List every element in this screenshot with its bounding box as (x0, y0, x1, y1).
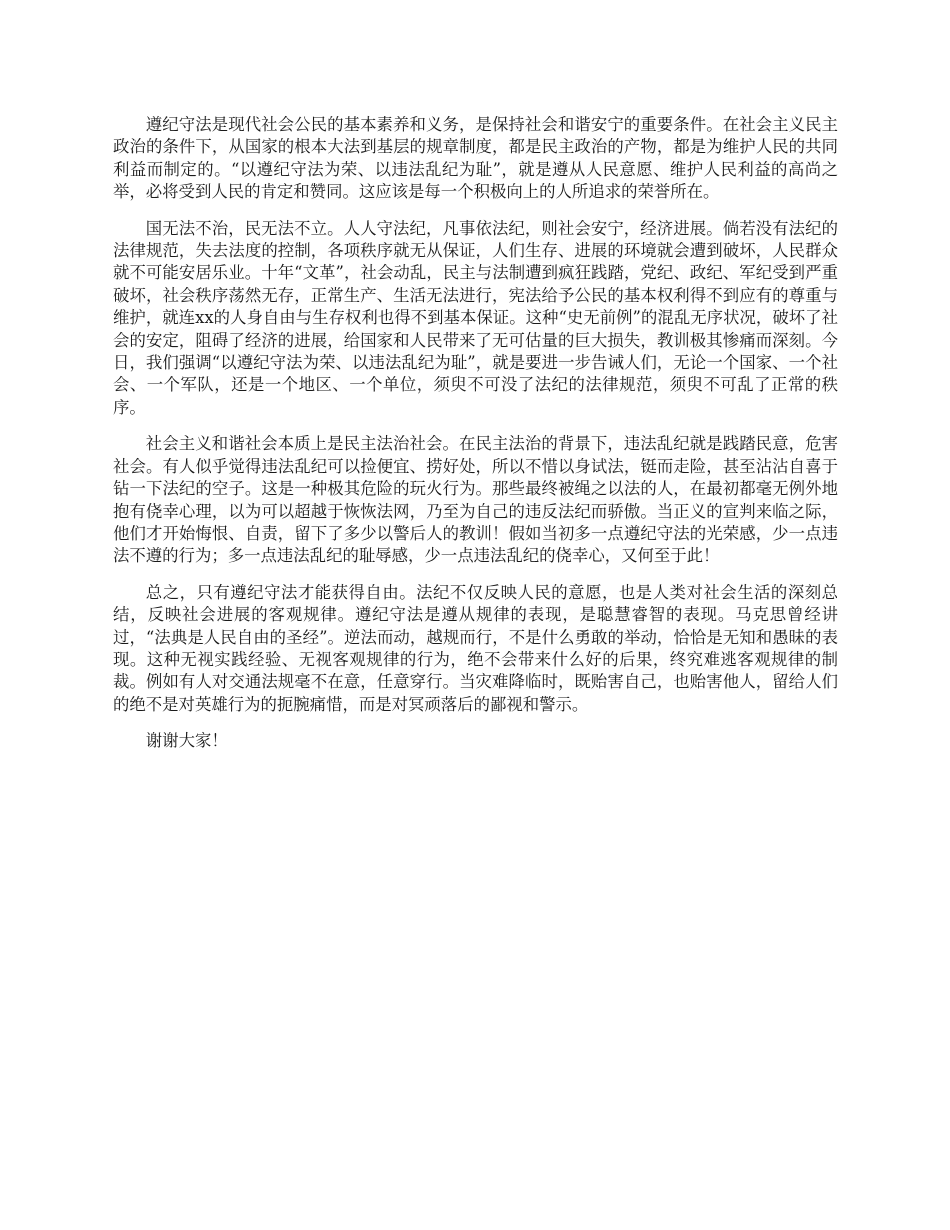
paragraph-4: 总之，只有遵纪守法才能获得自由。法纪不仅反映人民的意愿，也是人类对社会生活的深刻总结，反映社会进展的客观规律。遵纪守法是遵从规律的表现，是聪慧睿智的表现。马克思曾经讲过，“法典是人民自由的圣经”。逆法而动，越规而行，不是什么勇敢的举动，恰恰是无知和愚昧的表现。这种无视实践经验、无视客观规律的行为，绝不会带来什么好的后果，终究难逃客观规律的制裁。例如有人对交通法规毫不在意，任意穿行。当灾难降临时，既贻害自己，也贻害他人，留给人们的绝不是对英雄行为的扼腕痛惜，而是对冥顽落后的鄙视和警示。 (113, 582, 838, 714)
closing-line: 谢谢大家！ (145, 731, 228, 751)
paragraph-3: 社会主义和谐社会本质上是民主法治社会。在民主法治的背景下，违法乱纪就是践踏民意，危害社会。有人似乎觉得违法乱纪可以捡便宜、捞好处，所以不惜以身试法，铤而走险，甚至沾沾自喜于钻一下法纪的空子。这是一种极其危险的玩火行为。那些最终被绳之以法的人，在最初都毫无例外地抱有侥幸心理，以为可以超越于恢恢法网，乃至为自己的违反法纪而骄傲。当正义的宣判来临之际，他们才开始悔恨、自责，留下了多少以警后人的教训！假如当初多一点遵纪守法的光荣感，少一点违法不遵的行为；多一点违法乱纪的耻辱感，少一点违法乱纪的侥幸心，又何至于此！ (113, 434, 838, 566)
paragraph-2: 国无法不治，民无法不立。人人守法纪，凡事依法纪，则社会安宁，经济进展。倘若没有法纪的法律规范，失去法度的控制，各项秩序就无从保证，人们生存、进展的环境就会遭到破坏，人民群众就不可能安居乐业。十年“文革”，社会动乱，民主与法制遭到疯狂践踏，党纪、政纪、军纪受到严重破坏，社会秩序荡然无存，正常生产、生活无法进行，宪法给予公民的基本权利得不到应有的尊重与维护，就连xx的人身自由与生存权利也得不到基本保证。这种“史无前例”的混乱无序状况，破坏了社会的安定，阻碍了经济的进展，给国家和人民带来了无可估量的巨大损失，教训极其惨痛而深刻。今日，我们强调“以遵纪守法为荣、以违法乱纪为耻”，就是要进一步告诫人们，无论一个国家、一个社会、一个军队，还是一个地区、一个单位，须臾不可没了法纪的法律规范，须臾不可乱了正常的秩序。 (113, 218, 838, 417)
paragraph-1: 遵纪守法是现代社会公民的基本素养和义务，是保持社会和谐安宁的重要条件。在社会主义民主政治的条件下，从国家的根本大法到基层的规章制度，都是民主政治的产物，都是为维护人民的共同利益而制定的。“以遵纪守法为荣、以违法乱纪为耻”，就是遵从人民意愿、维护人民利益的高尚之举，必将受到人民的肯定和赞同。这应该是每一个积极向上的人所追求的荣誉所在。 (113, 115, 838, 202)
document-body (113, 114, 838, 767)
